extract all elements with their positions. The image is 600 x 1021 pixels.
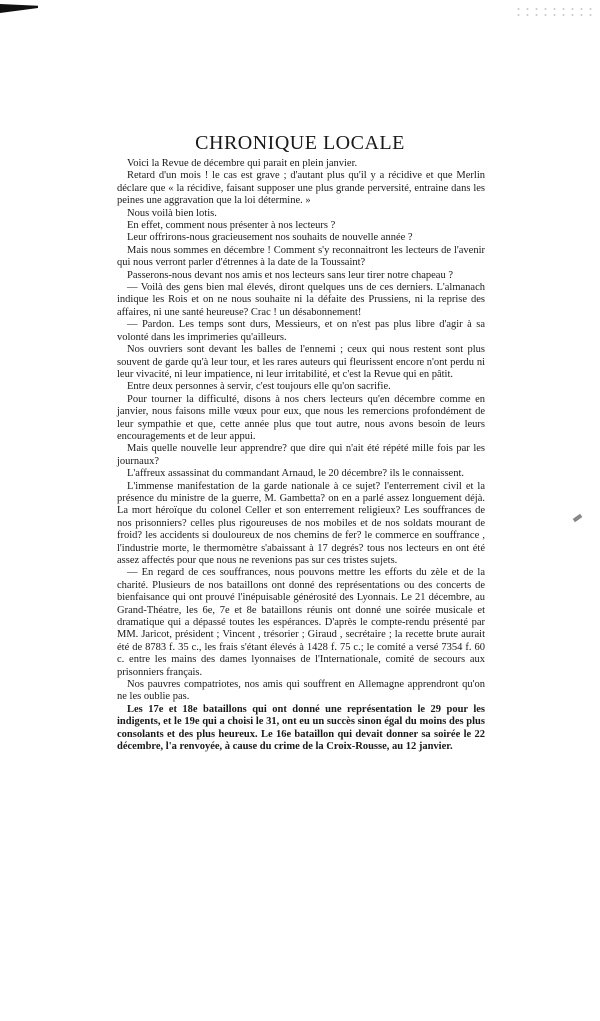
article-paragraph: Nous voilà bien lotis.	[127, 207, 217, 219]
paper-specks	[514, 6, 594, 18]
article-paragraph: L'immense manifestation de la garde nationale à ce sujet? l'enterrement civil et la présence du ministre de la guerre, M. Gambetta? on en a parlé assez longuement déjà. La mort héroïque du colonel Celler et son enterrement religieux? Les souffrances de nos prisonniers? celles plus rigoureuses de nos mobiles et de nos soldats mourant de froid? les accidents si douloureux de nos chemins de fer? le commerce en souffrance , l'industrie morte, le thermomètre s'abaissant à 17 degrés? tous nos lecteurs en ont été assez affectés pour que nous ne revenions pas sur ces tristes sujets.	[117, 480, 485, 566]
article-paragraph: Passerons-nous devant nos amis et nos lecteurs sans leur tirer notre chapeau ?	[127, 269, 453, 281]
article-paragraph: Voici la Revue de décembre qui parait en plein janvier.	[127, 158, 358, 169]
article-paragraph: — Pardon. Les temps sont durs, Messieurs, et on n'est pas plus libre d'agir à sa volonté dans les imprimeries qu'ailleurs.	[117, 319, 485, 343]
article-paragraph: Entre deux personnes à servir, c'est toujours elle qu'on sacrifie.	[127, 381, 391, 393]
article-paragraph: — Voilà des gens bien mal élevés, diront quelques uns de ces derniers. L'almanach indique les Rois et on ne nous souhaite ni la défaite des Prussiens, ni la reprise des affaires, ni une santé heureuse? Crac ! un désabonnement!	[117, 282, 485, 318]
article-paragraph: Retard d'un mois ! le cas est grave ; d'autant plus qu'il y a récidive et que Merlin déclare que « la récidive, faisant supposer une plus grande perversité, entraine dans les peines une aggravation que la loi détermine. »	[117, 170, 485, 207]
article-paragraph: Nos ouvriers sont devant les balles de l'ennemi ; ceux qui nous restent sont plus souvent de garde qu'à leur tour, et les rares auteurs qui fleurissent encore n'ont perdu ni leur vivacité, ni leur impatience, ni leur irritabilité, et c'est la Revue qui en pâtit.	[117, 344, 485, 380]
article-paragraph: Mais nous sommes en décembre ! Comment s'y reconnaitront les lecteurs de l'avenir qui nous verront parler d'étrennes à la date de la Toussaint?	[117, 244, 485, 269]
article-paragraph: L'affreux assassinat du commandant Arnaud, le 20 décembre? ils le connaissent.	[127, 468, 465, 480]
page-title: CHRONIQUE LOCALE	[195, 132, 405, 154]
article-paragraph: Mais quelle nouvelle leur apprendre? que dire qui n'ait été répété mille fois par les journaux?	[117, 443, 485, 467]
article-paragraph: — En regard de ces souffrances, nous pouvons mettre les efforts du zèle et de la charité. Plusieurs de nos bataillons ont donné des représentations ou des concerts de bienfaisance qui ont prouvé l'inépuisable générosité des Lyonnais. Le 21 décembre, au Grand-Théatre, les 6e, 7e et 8e bataillons réunis ont donné une soirée musicale et dramatique qui a dépassé toutes les espérances. D'après le compte-rendu présenté par MM. Jaricot, président ; Vincent , trésorier ; Giraud , secrétaire ; la recette brute aurait été de 8783 f. 35 c., les frais s'étant élevés à 1428 f. 75 c.; le comité a versé 7354 f. 60 c. entre les mains des dames lyonnaises de l'Internationale, comité de secours aux prisonniers français.	[117, 567, 485, 678]
article-paragraph: Pour tourner la difficulté, disons à nos chers lecteurs qu'en décembre comme en janvier, nous faisons mille vœux pour eux, que nous les remercions profondément de leur sympathie et que, cette année plus que tout autre, nous avons besoin de leurs encouragements et de leur appui.	[117, 393, 485, 442]
article-paragraph: Leur offrirons-nous gracieusement nos souhaits de nouvelle année ?	[127, 232, 413, 244]
article-paragraph: En effet, comment nous présenter à nos lecteurs ?	[127, 220, 336, 232]
margin-ink-mark	[573, 514, 583, 522]
article-paragraph: Les 17e et 18e bataillons qui ont donné une représentation le 29 pour les indigents, et le 19e qui a choisi le 31, ont eu un succès sinon égal du moins des plus consolants et des plus heureux. Le 16e bataillon qui devait donner sa soirée le 22 décembre, l'a renvoyée, à cause du crime de la Croix-Rousse, au 12 janvier.	[117, 703, 485, 753]
corner-ink-mark	[0, 4, 38, 13]
article-body	[117, 158, 485, 754]
article-paragraph: Nos pauvres compatriotes, nos amis qui souffrent en Allemagne apprendront qu'on ne les oublie pas.	[117, 679, 485, 703]
